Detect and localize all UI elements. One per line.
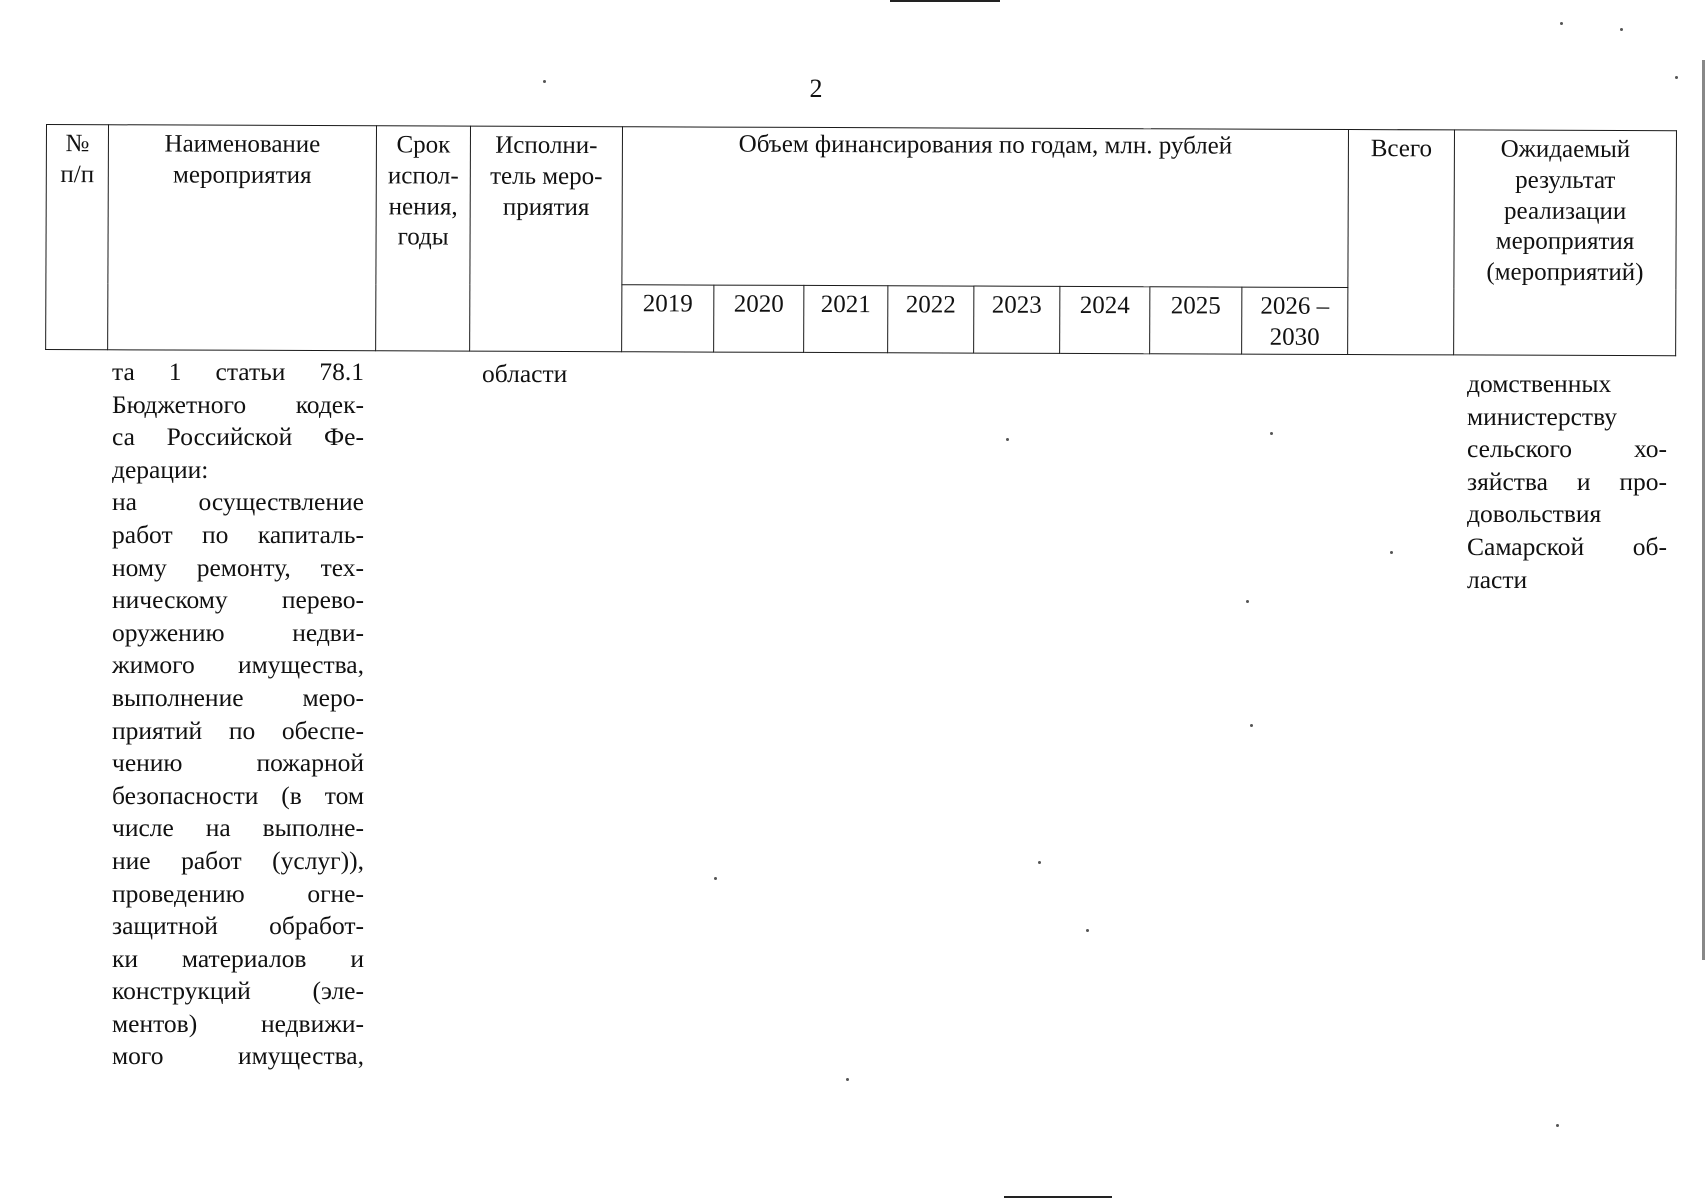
expected-result-line: сельского хо- xyxy=(1467,434,1667,464)
year-label-line: 2030 xyxy=(1269,323,1320,351)
header-term-line: Срок xyxy=(396,131,451,159)
header-num-line: п/п xyxy=(60,160,95,188)
scan-speck xyxy=(1390,551,1393,554)
header-name xyxy=(108,125,377,351)
year-label xyxy=(1244,292,1345,354)
activity-name-line: числе на выполне- xyxy=(112,813,364,843)
header-num-line: № xyxy=(65,130,90,158)
activity-name-line: конструкций (эле- xyxy=(112,976,364,1006)
activity-name-line: оружению недви- xyxy=(112,617,364,647)
header-total-text: Всего xyxy=(1370,135,1433,163)
header-num xyxy=(46,125,109,350)
header-executor-line: Исполни- xyxy=(495,131,598,160)
header-executor-line: тель меро- xyxy=(490,162,603,190)
page-number: 2 xyxy=(809,74,823,103)
expected-result-line: зяйства и про- xyxy=(1467,466,1667,496)
scan-speck xyxy=(1556,1124,1559,1127)
scan-speck xyxy=(1086,929,1089,932)
expected-result-text xyxy=(1467,368,1667,596)
header-executor-text xyxy=(473,131,620,224)
activity-name-line: работ по капиталь- xyxy=(112,519,364,549)
expected-result-line: довольствия xyxy=(1467,499,1602,529)
header-result-line: (мероприятий) xyxy=(1486,258,1644,287)
activity-name-line: чению пожарной xyxy=(112,748,364,778)
scan-edge-mark xyxy=(1004,1196,1112,1198)
header-result xyxy=(1454,130,1677,355)
expected-result-line: домственных xyxy=(1467,369,1612,398)
scan-speck xyxy=(1675,76,1678,79)
header-year-2026-2030 xyxy=(1242,287,1348,354)
scan-speck xyxy=(1038,861,1041,864)
scan-speck xyxy=(1006,438,1009,441)
scan-speck xyxy=(1250,724,1253,727)
header-year-2024 xyxy=(1060,286,1150,353)
scan-speck xyxy=(846,1078,849,1081)
activity-name-text xyxy=(112,356,364,1073)
activity-name-line: приятий по обеспе- xyxy=(112,715,364,745)
activity-name-line: Бюджетного кодек- xyxy=(112,389,364,419)
scan-speck xyxy=(714,877,717,880)
expected-result-line: ласти xyxy=(1467,564,1528,594)
executor-text: области xyxy=(482,359,568,388)
activity-name-line: ному ремонту, тех- xyxy=(112,552,364,582)
header-year-2019 xyxy=(622,285,714,352)
activity-name-line: ние работ (услуг)), xyxy=(112,845,364,875)
scan-speck xyxy=(1620,28,1623,31)
header-name-text xyxy=(111,129,374,192)
scan-speck xyxy=(543,80,546,83)
activity-name-line: проведению огне- xyxy=(112,878,364,908)
header-term-line: нения, xyxy=(388,192,458,221)
header-result-line: реализации xyxy=(1504,197,1627,225)
header-result-line: мероприятия xyxy=(1495,227,1635,256)
header-funding xyxy=(622,127,1349,288)
header-term-line: годы xyxy=(397,223,449,251)
activity-name-line: защитной обработ- xyxy=(112,911,364,941)
header-term-line: испол- xyxy=(387,162,459,190)
header-term-text xyxy=(379,130,468,253)
year-label-line: 2026 – xyxy=(1260,292,1330,320)
activity-name-line: ментов) недвижи- xyxy=(112,1008,364,1038)
scan-speck xyxy=(1246,600,1249,603)
activity-name-line: на осуществление xyxy=(112,487,364,517)
year-label: 2023 xyxy=(991,291,1042,319)
header-result-line: результат xyxy=(1515,166,1616,194)
header-name-line: мероприятия xyxy=(173,161,312,189)
year-label: 2022 xyxy=(905,291,956,319)
activity-name-line: дерации: xyxy=(112,454,209,484)
activity-name-line: выполнение меро- xyxy=(112,682,364,712)
activity-name-line: ки материалов и xyxy=(112,943,364,973)
header-total xyxy=(1348,130,1455,355)
year-label: 2020 xyxy=(733,290,784,318)
header-executor-line: приятия xyxy=(502,193,590,221)
year-label: 2021 xyxy=(820,290,871,319)
scan-speck xyxy=(1560,22,1563,25)
header-year-2022 xyxy=(888,286,974,353)
year-label: 2019 xyxy=(642,290,693,318)
scan-edge-mark xyxy=(1702,60,1705,960)
header-funding-text: Объем финансирования по годам, млн. рублей xyxy=(738,130,1233,160)
header-result-line: Ожидаемый xyxy=(1500,135,1631,164)
activity-name-line: са Российской Фе- xyxy=(112,422,364,452)
header-result-text xyxy=(1456,134,1674,289)
scan-speck xyxy=(1270,432,1273,435)
activity-name-line: мого имущества, xyxy=(112,1041,364,1071)
activity-name-line: жимого имущества, xyxy=(112,650,364,680)
activity-name-line: ническому перево- xyxy=(112,585,364,615)
header-year-2025 xyxy=(1150,287,1242,354)
year-label: 2025 xyxy=(1170,292,1221,320)
header-year-2020 xyxy=(714,285,804,352)
scan-edge-mark xyxy=(890,0,1000,2)
expected-result-line: министерству xyxy=(1467,401,1617,431)
header-executor xyxy=(470,126,623,351)
activity-name-line: та 1 статьи 78.1 xyxy=(112,357,364,386)
activity-name-line: безопасности (в том xyxy=(112,780,364,810)
header-num-text xyxy=(49,129,106,191)
header-year-2021 xyxy=(804,285,888,352)
header-year-2023 xyxy=(974,286,1060,353)
header-name-line: Наименование xyxy=(164,130,321,159)
header-table xyxy=(45,124,1677,356)
header-term xyxy=(376,126,471,351)
expected-result-line: Самарской об- xyxy=(1467,531,1667,561)
year-label: 2024 xyxy=(1079,291,1130,320)
